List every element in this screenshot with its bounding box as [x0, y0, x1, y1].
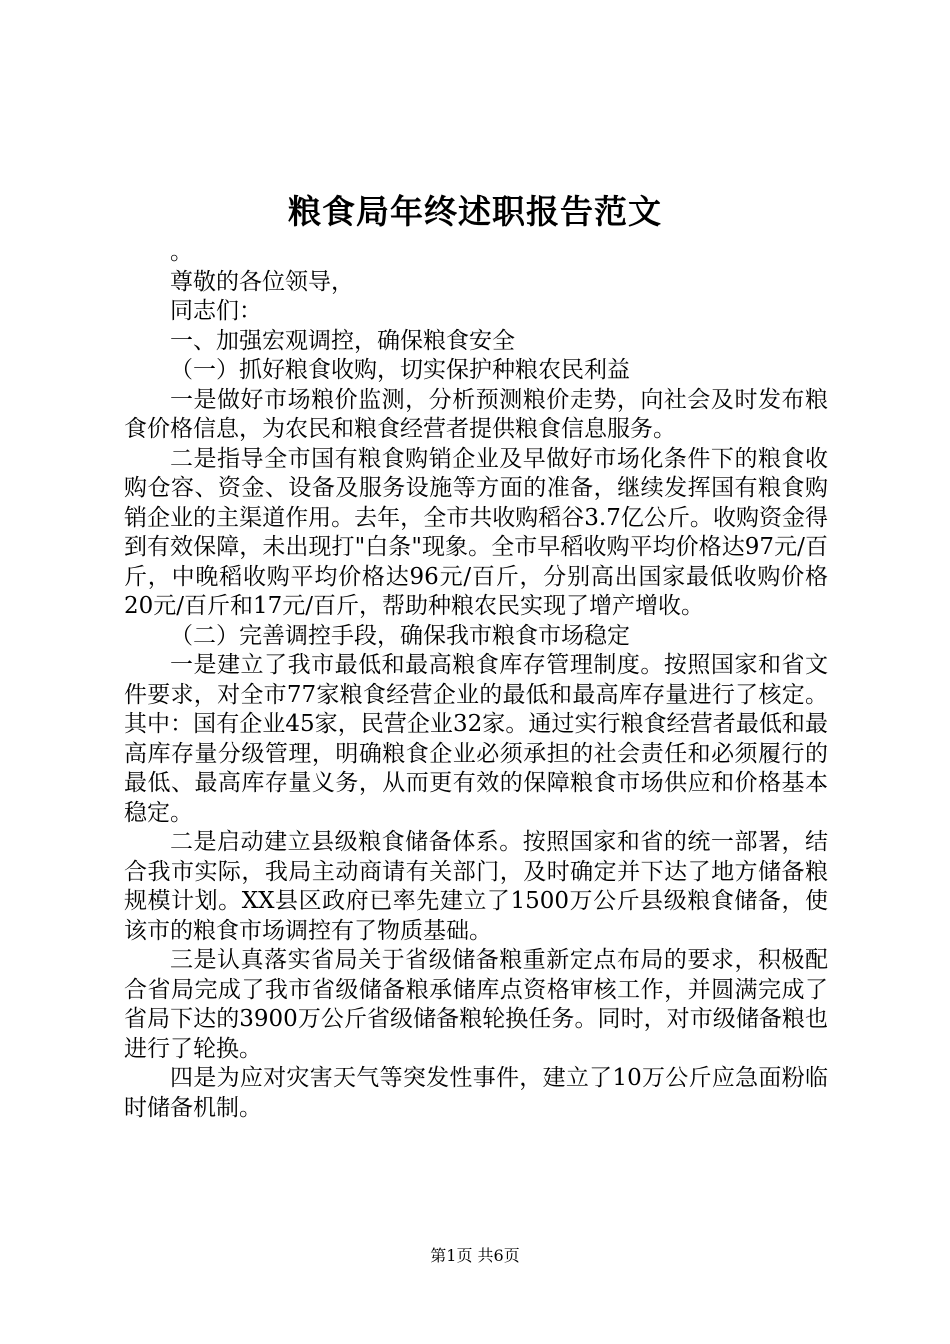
document-body: [124, 238, 828, 1123]
paragraph: 一是做好市场粮价监测，分析预测粮价走势，向社会及时发布粮食价格信息，为农民和粮食经营者提供粮食信息服务。: [124, 386, 828, 442]
subsection-heading: （二）完善调控手段，确保我市粮食市场稳定: [170, 622, 630, 649]
paragraph: 一是建立了我市最低和最高粮食库存管理制度。按照国家和省文件要求，对全市77家粮食经营企业的最低和最高库存量进行了核定。其中：国有企业45家，民营企业32家。通过实行粮食经营者最低和最高库存量分级管理，明确粮食企业必须承担的社会责任和必须履行的最低、最高库存量义务，从而更有效的保障粮食市场供应和价格基本稳定。: [124, 652, 828, 826]
document-title: 粮食局年终述职报告范文: [288, 192, 662, 231]
salutation: 尊敬的各位领导，: [170, 268, 354, 295]
page-number-footer: 第1页 共6页: [430, 1246, 520, 1265]
subsection-heading: （一）抓好粮食收购，切实保护种粮农民利益: [170, 357, 630, 383]
paragraph: 四是为应对灾害天气等突发性事件，建立了10万公斤应急面粉临时储备机制。: [124, 1065, 828, 1121]
paragraph: 二是指导全市国有粮食购销企业及早做好市场化条件下的粮食收购仓容、资金、设备及服务设施等方面的准备，继续发挥国有粮食购销企业的主渠道作用。去年，全市共收购稻谷3.7亿公斤。收购资金得到有效保障，未出现打"白条"现象。全市早稻收购平均价格达97元/百斤，中晚稻收购平均价格达96元/百斤，分别高出国家最低收购价格20元/百斤和17元/百斤，帮助种粮农民实现了增产增收。: [124, 445, 828, 619]
paragraph: 二是启动建立县级粮食储备体系。按照国家和省的统一部署，结合我市实际，我局主动商请有关部门，及时确定并下达了地方储备粮规模计划。XX县区政府已率先建立了1500万公斤县级粮食储备，使该市的粮食市场调控有了物质基础。: [124, 829, 828, 944]
paragraph: 。: [170, 239, 193, 265]
section-heading: 一、加强宏观调控，确保粮食安全: [170, 327, 515, 354]
paragraph: 三是认真落实省局关于省级储备粮重新定点布局的要求，积极配合省局完成了我市省级储备粮承储库点资格审核工作，并圆满完成了省局下达的3900万公斤省级储备粮轮换任务。同时，对市级储备粮也进行了轮换。: [124, 947, 828, 1062]
salutation: 同志们：: [170, 298, 262, 324]
